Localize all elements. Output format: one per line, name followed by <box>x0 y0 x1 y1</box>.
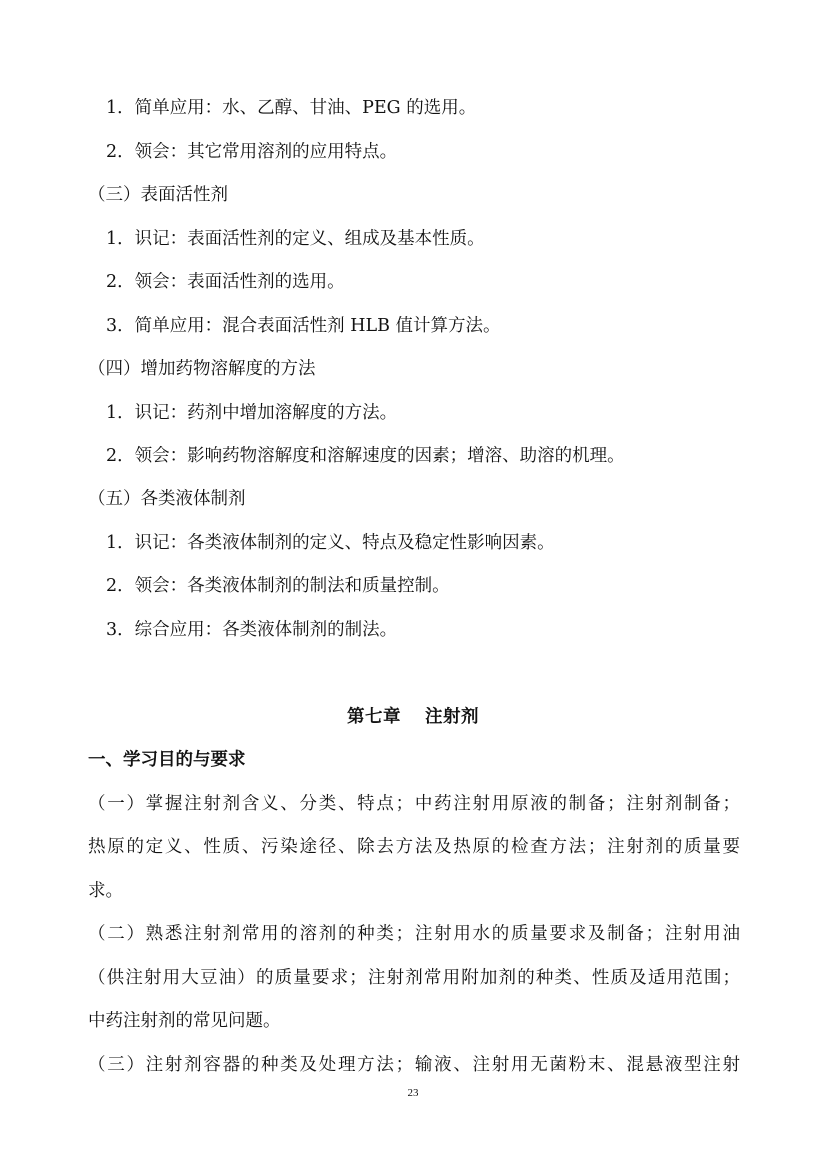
list-item: 2．领会：各类液体制剂的制法和质量控制。 <box>106 576 450 596</box>
chapter-heading <box>0 705 826 729</box>
list-item: 2．领会：其它常用溶剂的应用特点。 <box>106 142 398 162</box>
list-item: 1．识记：各类液体制剂的定义、特点及稳定性影响因素。 <box>106 533 555 553</box>
section-title: 一、学习目的与要求 <box>88 750 246 770</box>
list-item: 1．识记：表面活性剂的定义、组成及基本性质。 <box>106 229 485 249</box>
list-item: 3．综合应用：各类液体制剂的制法。 <box>106 620 398 640</box>
paragraph-line: （供注射用大豆油）的质量要求；注射剂常用附加剂的种类、性质及适用范围； <box>88 968 740 988</box>
paragraph-line: 求。 <box>88 881 123 901</box>
list-item: 3．简单应用：混合表面活性剂 HLB 值计算方法。 <box>106 316 501 336</box>
subsection-heading: （三）表面活性剂 <box>88 185 228 205</box>
list-item: 1．简单应用：水、乙醇、甘油、PEG 的选用。 <box>106 98 477 118</box>
paragraph-line: （二）熟悉注射剂常用的溶剂的种类；注射用水的质量要求及制备；注射用油 <box>88 924 740 944</box>
paragraph-line: 热原的定义、性质、污染途径、除去方法及热原的检查方法；注射剂的质量要 <box>88 837 740 857</box>
list-item: 2．领会：表面活性剂的选用。 <box>106 272 345 292</box>
chapter-number: 第七章 <box>347 707 401 727</box>
subsection-heading: （四）增加药物溶解度的方法 <box>88 359 316 379</box>
page-number: 23 <box>407 1087 419 1099</box>
list-item: 1．识记：药剂中增加溶解度的方法。 <box>106 403 398 423</box>
paragraph-line: （三）注射剂容器的种类及处理方法；输液、注射用无菌粉末、混悬液型注射 <box>88 1055 740 1075</box>
chapter-title: 注射剂 <box>425 707 479 727</box>
list-item: 2．领会：影响药物溶解度和溶解速度的因素；增溶、助溶的机理。 <box>106 446 625 466</box>
paragraph-line: 中药注射剂的常见问题。 <box>88 1011 281 1031</box>
paragraph-line: （一）掌握注射剂含义、分类、特点；中药注射用原液的制备；注射剂制备； <box>88 794 740 814</box>
subsection-heading: （五）各类液体制剂 <box>88 489 246 509</box>
